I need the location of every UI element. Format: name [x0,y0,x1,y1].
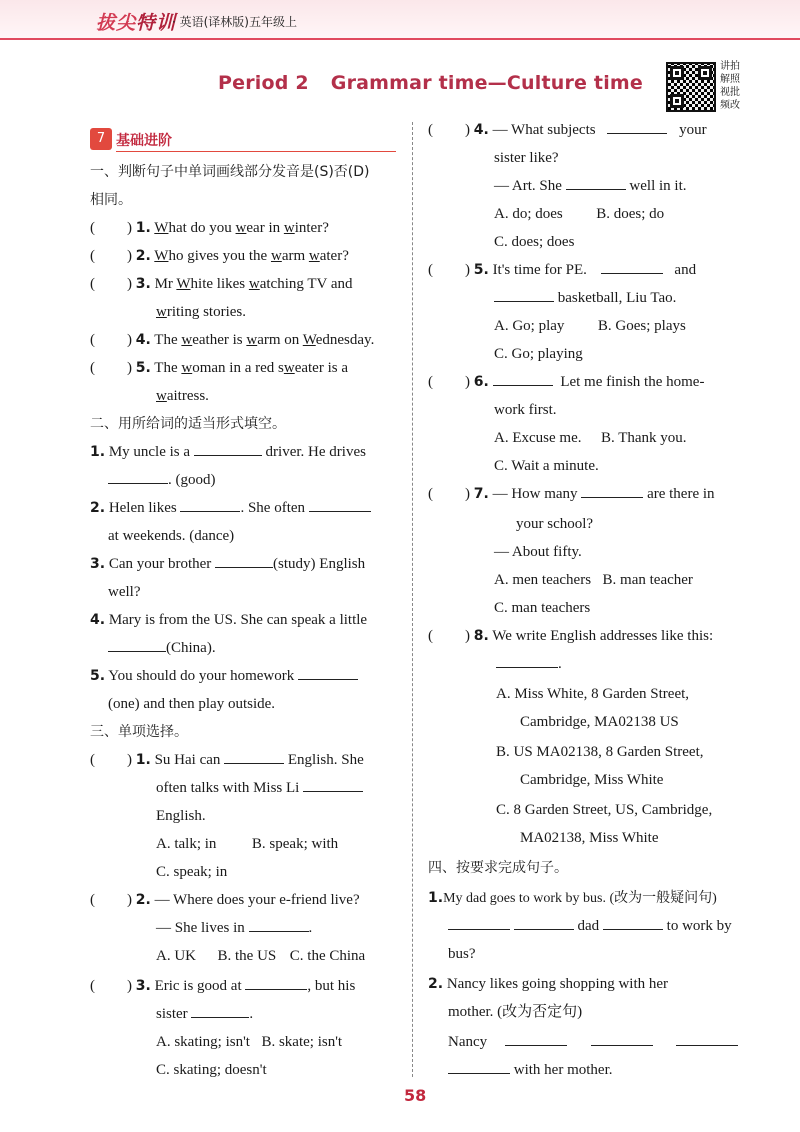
part3-q5: ( ) 5. It's time for PE. and [428,262,697,278]
option-b[interactable]: B. does; do [596,206,665,222]
fill-blank[interactable] [607,120,667,134]
part1-item-3: ( ) 3. Mr White likes watching TV and [90,276,353,292]
fill-blank[interactable] [591,1032,653,1046]
part3-q4-option-c[interactable]: C. does; does [494,234,575,250]
part3-q8: ( ) 8. We write English addresses like this: [428,628,714,644]
part2-q5-cont: (one) and then play outside. [108,696,276,712]
part3-q5-option-c[interactable]: C. Go; playing [494,346,583,362]
fill-blank[interactable] [494,288,554,302]
part3-q1-cont: often talks with Miss Li [156,778,363,798]
part1-item-4: ( ) 4. The weather is warm on Wednesday. [90,332,375,348]
part4-q1: 1.My dad goes to work by bus. (改为一般疑问句) [428,890,717,906]
fill-blank[interactable] [448,916,510,930]
fill-blank[interactable] [496,654,558,668]
fill-blank[interactable] [601,260,663,274]
option-b[interactable]: B. the US [217,948,277,964]
fill-blank[interactable] [581,484,643,498]
fill-blank[interactable] [224,750,284,764]
fill-blank[interactable] [215,554,273,568]
section-title: 基础进阶 [116,133,172,149]
part3-q7-cont: your school? [516,516,594,532]
section-badge-icon: 7 [90,128,112,150]
fill-blank[interactable] [493,372,553,386]
part3-q3: ( ) 3. Eric is good at , but his [90,978,356,994]
option-a[interactable]: A. men teachers [494,572,592,588]
section-underline [116,151,396,152]
fill-blank[interactable] [303,778,363,792]
column-divider [412,122,413,1077]
part2-q4: 4. Mary is from the US. She can speak a little [90,612,368,628]
option-a[interactable]: A. skating; isn't [156,1034,250,1050]
part1-heading: 一、判断句子中单词画线部分发音是(S)否(D) [90,164,370,180]
part3-q3-cont: sister . [156,1006,254,1022]
part3-q4-options [494,204,664,224]
fill-blank[interactable] [676,1032,738,1046]
fill-blank[interactable] [108,638,166,652]
part2-q3-cont: well? [108,584,141,600]
fill-blank[interactable] [566,176,626,190]
option-b[interactable]: B. Goes; plays [597,318,686,334]
fill-blank[interactable] [180,498,240,512]
fill-blank[interactable] [514,916,574,930]
option-a[interactable]: A. Excuse me. [494,430,582,446]
part4-q2-cont: mother. (改为否定句) [448,1004,583,1020]
part2-q2: 2. Helen likes . She often [90,498,371,518]
part3-q6-options [494,428,687,448]
fill-blank[interactable] [191,1004,249,1018]
part2-heading: 二、用所给词的适当形式填空。 [90,416,286,432]
option-b[interactable]: B. Thank you. [600,430,687,446]
part3-q8-option-a-cont: Cambridge, MA02138 US [520,714,679,730]
part3-q6-option-c[interactable]: C. Wait a minute. [494,458,599,474]
option-b[interactable]: B. speak; with [251,836,339,852]
option-a[interactable]: A. UK [156,948,196,964]
option-a[interactable]: A. do; does [494,206,563,222]
part3-q1-cont2: English. [156,808,206,824]
header-bar [0,0,800,40]
part4-heading: 四、按要求完成句子。 [428,860,568,876]
fill-blank[interactable] [108,470,168,484]
fill-blank[interactable] [194,442,262,456]
part1-item-2: ( ) 2. Who gives you the warm water? [90,248,349,264]
part3-q8-cont: . [496,654,562,674]
part3-q8-option-c-cont: MA02138, Miss White [520,830,659,846]
part3-q7-cont2: — About fifty. [494,544,582,560]
page-title: Period 2 Grammar time—Culture time [218,72,644,94]
fill-blank[interactable] [309,498,371,512]
part3-q3-options [156,1032,342,1052]
part3-q4: ( ) 4. — What subjects your [428,122,707,138]
part3-q8-option-c[interactable]: C. 8 Garden Street, US, Cambridge, [496,802,713,818]
part3-q1-options [156,834,338,854]
book-info: · 英语(译林版)五年级上 [172,15,297,29]
part3-q5-cont: basketball, Liu Tao. [494,288,676,308]
fill-blank[interactable] [249,918,309,932]
part1-item-5: ( ) 5. The woman in a red sweater is a [90,360,349,376]
part2-q4-cont: (China). [108,638,216,658]
part2-q2-cont: at weekends. (dance) [108,528,235,544]
part3-q7-option-c[interactable]: C. man teachers [494,600,591,616]
option-a[interactable]: A. talk; in [156,836,217,852]
option-b[interactable]: B. skate; isn't [261,1034,343,1050]
part3-q4-cont2: — Art. She well in it. [494,178,687,194]
part3-heading: 三、单项选择。 [90,724,188,740]
part4-q1-cont: dad to work by [448,916,732,936]
option-c[interactable]: C. the China [289,948,366,964]
option-b[interactable]: B. man teacher [602,572,693,588]
part3-q1: ( ) 1. Su Hai can English. She [90,752,364,768]
fill-blank[interactable] [448,1060,510,1074]
part3-q8-option-b[interactable]: B. US MA02138, 8 Garden Street, [496,744,704,760]
part3-q7-options [494,570,693,590]
part4-q2-line2: with her mother. [448,1060,612,1080]
part1-heading-cont: 相同。 [90,192,132,208]
part3-q7: ( ) 7. — How many are there in [428,486,715,502]
option-a[interactable]: A. Go; play [494,318,565,334]
part3-q6-cont: work first. [494,402,557,418]
fill-blank[interactable] [603,916,663,930]
part3-q2-options [156,946,365,966]
part2-q1: 1. My uncle is a driver. He drives [90,444,366,460]
fill-blank[interactable] [245,976,307,990]
part4-q2: 2. Nancy likes going shopping with her [428,976,669,992]
brand-logo: 拔尖特训 [96,12,177,34]
part3-q1-option-c[interactable]: C. speak; in [156,864,228,880]
part3-q5-options [494,316,686,336]
part3-q2: ( ) 2. — Where does your e-friend live? [90,892,360,908]
part3-q8-option-a[interactable]: A. Miss White, 8 Garden Street, [496,686,690,702]
part1-item-3-cont: writing stories. [156,304,247,320]
part4-q1-cont2: bus? [448,946,476,962]
part3-q2-cont: — She lives in . [156,920,313,936]
part3-q6: ( ) 6. Let me finish the home- [428,374,705,390]
part3-q8-option-b-cont: Cambridge, Miss White [520,772,664,788]
fill-blank[interactable] [298,666,358,680]
qr-caption: 讲拍解照视批频改 [720,61,740,111]
part3-q4-cont: sister like? [494,150,559,166]
part1-item-1: ( ) 1. What do you wear in winter? [90,220,329,236]
part4-q2-line: Nancy [448,1032,738,1052]
part2-q3: 3. Can your brother (study) English [90,556,366,572]
page-number: 58 [404,1086,427,1105]
fill-blank[interactable] [505,1032,567,1046]
qr-code-icon[interactable] [666,62,716,112]
part2-q1-cont: . (good) [108,470,216,490]
part3-q3-option-c[interactable]: C. skating; doesn't [156,1062,267,1078]
part2-q5: 5. You should do your homework [90,666,358,686]
part1-item-5-cont: waitress. [156,388,209,404]
